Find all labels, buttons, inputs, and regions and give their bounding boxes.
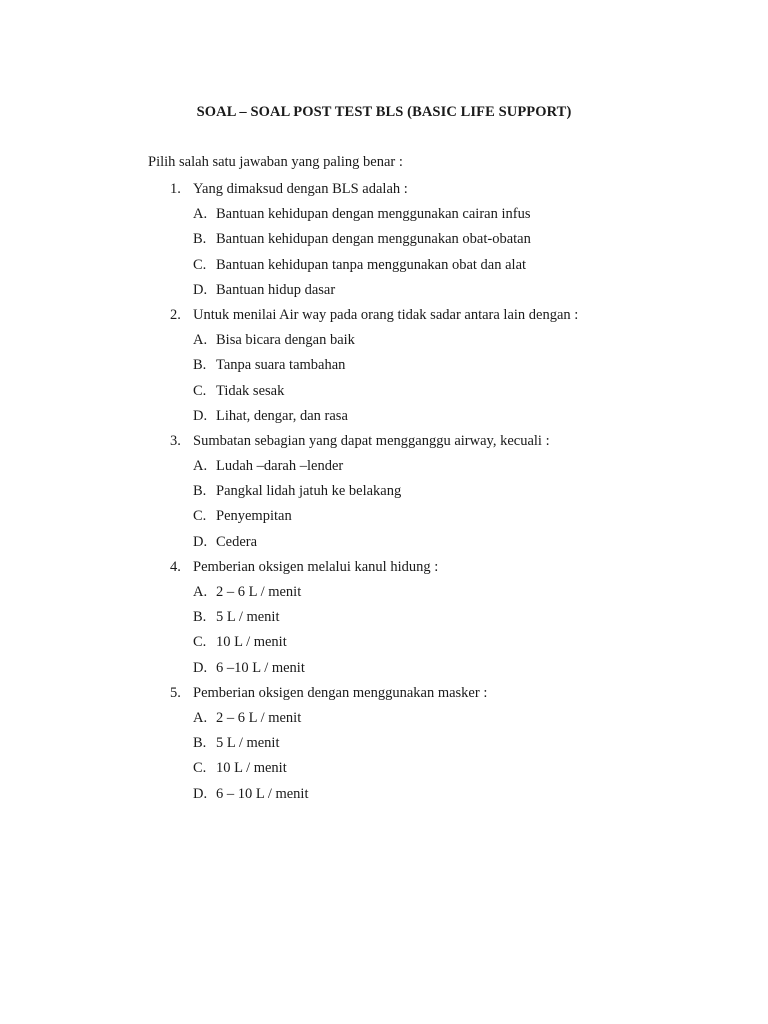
option-text: 2 – 6 L / menit	[216, 584, 302, 600]
option-text: Cedera	[216, 533, 258, 550]
option-letter: C.	[193, 508, 207, 525]
option-text: Lihat, dengar, dan rasa	[216, 407, 348, 424]
option-text: Pangkal lidah jatuh ke belakang	[216, 483, 402, 500]
option-text: 2 – 6 L / menit	[216, 709, 302, 726]
answer-option	[0, 454, 768, 479]
question-number: 2.	[170, 306, 181, 323]
option-letter: C.	[193, 256, 207, 273]
answer-option	[0, 580, 768, 605]
question-text: Untuk menilai Air way pada orang tidak sadar antara lain dengan :	[193, 306, 579, 323]
question-number: 4.	[170, 558, 181, 575]
question-item	[0, 303, 768, 429]
answer-option	[0, 479, 768, 504]
option-letter: B.	[193, 609, 207, 626]
answer-option	[0, 353, 768, 378]
answer-option	[0, 202, 768, 227]
option-text: 5 L / menit	[216, 609, 280, 626]
answer-option	[0, 630, 768, 655]
answer-option	[0, 253, 768, 278]
question-text: Pemberian oksigen melalui kanul hidung :	[193, 558, 439, 575]
option-letter: D.	[193, 659, 208, 676]
option-text: Bantuan hidup dasar	[216, 281, 336, 298]
question-item	[0, 681, 768, 807]
option-letter: A.	[193, 458, 208, 475]
question-list	[0, 177, 768, 807]
question-line	[0, 429, 768, 454]
option-letter: A.	[193, 206, 208, 223]
answer-option	[0, 782, 768, 807]
question-text: Sumbatan sebagian yang dapat mengganggu airway, kecuali :	[193, 432, 550, 449]
question-text: Yang dimaksud dengan BLS adalah :	[193, 181, 408, 197]
option-text: 5 L / menit	[216, 735, 280, 752]
option-letter: A.	[193, 709, 208, 726]
answer-option	[0, 227, 768, 252]
option-letter: D.	[193, 281, 208, 298]
question-line	[0, 681, 768, 706]
option-letter: D.	[193, 785, 208, 802]
option-letter: D.	[193, 407, 208, 424]
option-text: Tanpa suara tambahan	[216, 357, 346, 374]
option-text: Bantuan kehidupan tanpa menggunakan obat dan alat	[216, 256, 527, 273]
answer-option	[0, 706, 768, 731]
question-line	[0, 177, 768, 202]
option-letter: D.	[193, 533, 208, 550]
answer-option	[0, 756, 768, 781]
option-text: Bantuan kehidupan dengan menggunakan obat-obatan	[216, 231, 531, 248]
option-letter: C.	[193, 634, 207, 651]
option-letter: A.	[193, 332, 208, 349]
option-text: 10 L / menit	[216, 634, 287, 651]
answer-option	[0, 404, 768, 429]
question-text: Pemberian oksigen dengan menggunakan masker :	[193, 684, 488, 701]
question-item	[0, 429, 768, 555]
option-text: Tidak sesak	[216, 382, 285, 399]
option-letter: B.	[193, 357, 207, 374]
question-line	[0, 303, 768, 328]
option-text: Bisa bicara dengan baik	[216, 332, 355, 349]
answer-option	[0, 504, 768, 529]
option-text: Ludah –darah –lender	[216, 458, 344, 475]
question-item	[0, 177, 768, 303]
question-item	[0, 555, 768, 681]
option-letter: B.	[193, 735, 207, 752]
answer-option	[0, 605, 768, 630]
option-letter: C.	[193, 760, 207, 777]
option-text: Bantuan kehidupan dengan menggunakan cairan infus	[216, 206, 531, 223]
option-text: Penyempitan	[216, 508, 292, 525]
question-number: 3.	[170, 432, 181, 449]
answer-option	[0, 731, 768, 756]
answer-option	[0, 328, 768, 353]
answer-option	[0, 278, 768, 303]
option-letter: B.	[193, 231, 207, 248]
option-text: 6 –10 L / menit	[216, 659, 305, 676]
question-line	[0, 555, 768, 580]
question-number: 1.	[170, 181, 181, 197]
instruction-text: Pilih salah satu jawaban yang paling benar :	[148, 154, 403, 170]
answer-option	[0, 379, 768, 404]
option-letter: B.	[193, 483, 207, 500]
page-title: SOAL – SOAL POST TEST BLS (BASIC LIFE SUPPORT)	[196, 104, 572, 120]
answer-option	[0, 656, 768, 681]
question-number: 5.	[170, 684, 181, 701]
option-letter: C.	[193, 382, 207, 399]
option-text: 10 L / menit	[216, 760, 287, 777]
answer-option	[0, 530, 768, 555]
option-text: 6 – 10 L / menit	[216, 785, 309, 802]
option-letter: A.	[193, 584, 208, 600]
